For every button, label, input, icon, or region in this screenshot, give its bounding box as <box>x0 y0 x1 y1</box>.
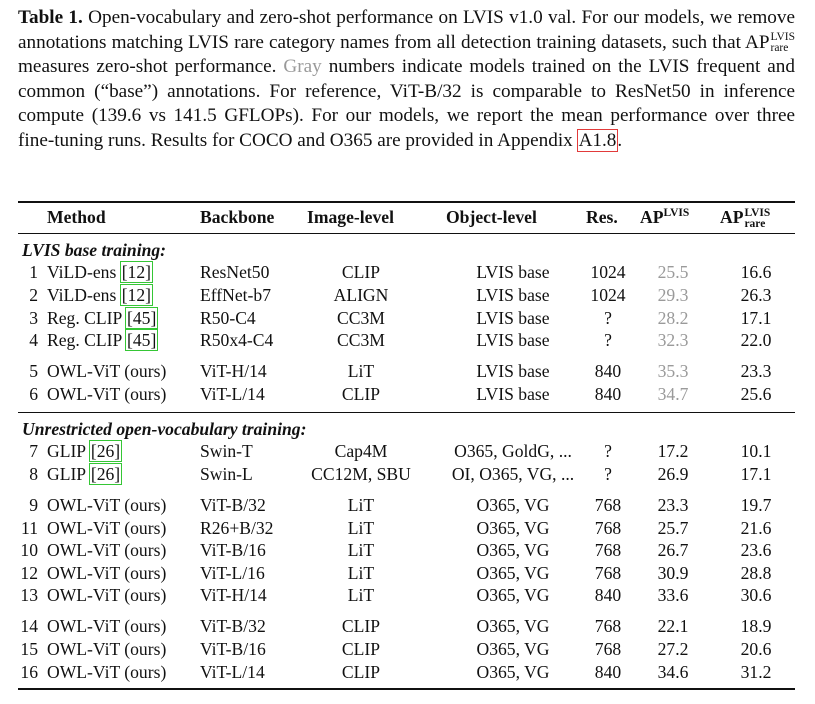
cell-method: GLIP [26] <box>47 441 121 462</box>
cell-backbone: R26+B/32 <box>200 517 274 538</box>
cell-object: LVIS base <box>476 285 550 305</box>
cell-res: ? <box>604 464 612 484</box>
cell-method: OWL-ViT (ours) <box>47 661 167 682</box>
cell-res: 1024 <box>590 285 626 305</box>
cell-res: 768 <box>594 562 622 583</box>
cell-num: 9 <box>29 495 38 515</box>
cell-object: LVIS base <box>476 262 550 283</box>
cell-res: 1024 <box>590 262 626 283</box>
table-section-rule <box>18 412 795 413</box>
cell-method: GLIP [26] <box>47 464 121 484</box>
cell-ap: 27.2 <box>657 639 689 659</box>
cell-backbone: R50-C4 <box>200 307 256 328</box>
cell-image: CC3M <box>337 307 385 328</box>
cell-object: LVIS base <box>476 361 550 382</box>
cell-object: OI, O365, VG, ... <box>451 464 575 484</box>
table-top-rule <box>18 201 795 203</box>
caption-text-1: Open-vocabulary and zero-shot performance on LVIS v1.0 val. For our models, we remove annotations matching LVIS rare category names from all detection training datasets, such that AP <box>18 7 795 53</box>
cell-object: O365, VG <box>476 639 550 659</box>
header-ap-lvis: $AP^{LVIS}$ <box>640 207 690 227</box>
cell-object: O365, VG <box>476 585 550 606</box>
section-title: Unrestricted open-vocabulary training: <box>22 419 307 439</box>
cell-method: OWL-ViT (ours) <box>47 383 167 404</box>
cell-aprare: 23.3 <box>740 361 772 382</box>
cell-method: ViLD-ens [12] <box>47 285 152 305</box>
cell-image: CLIP <box>341 661 381 682</box>
citation-link[interactable]: [12] <box>121 285 152 305</box>
cell-ap: 35.3 <box>657 361 689 382</box>
cell-image: CC3M <box>337 330 385 351</box>
section-title: LVIS base training: <box>22 240 167 260</box>
cell-object: O365, VG <box>476 562 550 583</box>
cell-image: LiT <box>347 361 375 382</box>
cell-method: Reg. CLIP [45] <box>47 330 157 351</box>
cell-aprare: 28.8 <box>740 562 772 583</box>
cell-method: OWL-ViT (ours) <box>47 616 167 637</box>
cell-object: LVIS base <box>476 307 550 328</box>
cell-num: 12 <box>20 562 38 583</box>
cell-method: OWL-ViT (ours) <box>47 562 167 583</box>
cell-res: ? <box>604 307 612 328</box>
cell-aprare: 31.2 <box>740 661 772 682</box>
cell-ap: 29.3 <box>657 285 689 305</box>
cell-ap: 30.9 <box>657 562 689 583</box>
cell-aprare: 25.6 <box>740 383 772 404</box>
cell-method: OWL-ViT (ours) <box>47 517 167 538</box>
cell-backbone: ViT-H/14 <box>200 361 267 382</box>
header-image-level: Image-level <box>307 207 394 227</box>
cell-object: O365, VG <box>476 495 550 515</box>
cell-image: CLIP <box>341 262 381 283</box>
cell-image: CLIP <box>341 616 381 637</box>
citation-link[interactable]: [45] <box>127 307 157 328</box>
cell-object: O365, VG <box>476 517 550 538</box>
cell-num: 1 <box>29 262 38 283</box>
cell-aprare: 21.6 <box>740 517 772 538</box>
caption-label: Table 1. <box>18 7 83 28</box>
cell-num: 11 <box>21 517 38 538</box>
cell-num: 14 <box>20 616 38 637</box>
cell-res: 768 <box>594 616 622 637</box>
cell-num: 2 <box>29 285 38 305</box>
appendix-link[interactable]: A1.8 <box>578 129 617 151</box>
cell-num: 5 <box>29 361 38 382</box>
cell-method: OWL-ViT (ours) <box>47 540 167 561</box>
cell-method: OWL-ViT (ours) <box>47 639 167 659</box>
cell-res: ? <box>604 441 612 462</box>
table-caption <box>18 6 795 154</box>
cell-object: LVIS base <box>476 330 550 351</box>
cell-image: ALIGN <box>333 285 389 305</box>
cell-aprare: 26.3 <box>740 285 772 305</box>
cell-backbone: ViT-B/32 <box>200 616 266 637</box>
cell-num: 6 <box>29 383 38 404</box>
cell-image: CLIP <box>341 639 381 659</box>
cell-image: CC12M, SBU <box>311 464 411 484</box>
cell-aprare: 22.0 <box>740 330 772 351</box>
cell-ap: 34.7 <box>657 383 689 404</box>
cell-ap: 22.1 <box>657 616 689 637</box>
cell-aprare: 16.6 <box>740 262 772 283</box>
cell-res: 840 <box>594 585 622 606</box>
caption-end: . <box>617 129 623 151</box>
header-ap-rare: AP LVIS rare <box>720 206 771 230</box>
citation-link[interactable]: [26] <box>90 441 121 462</box>
cell-num: 7 <box>29 441 38 462</box>
cell-num: 13 <box>20 585 38 606</box>
ap-subscript: rare <box>770 42 789 55</box>
table-header-rule <box>18 233 795 234</box>
cell-image: LiT <box>347 495 375 515</box>
cell-backbone: ViT-L/14 <box>200 661 265 682</box>
header-method: Method <box>47 207 106 227</box>
cell-res: 840 <box>594 361 622 382</box>
cell-res: 768 <box>594 517 622 538</box>
cell-ap: 26.9 <box>657 464 689 484</box>
cell-backbone: EffNet-b7 <box>200 285 272 305</box>
cell-res: 840 <box>594 661 622 682</box>
cell-object: O365, VG <box>476 616 550 637</box>
cell-aprare: 19.7 <box>740 495 772 515</box>
cell-res: 768 <box>594 495 622 515</box>
cell-num: 3 <box>29 307 38 328</box>
cell-image: LiT <box>347 585 375 606</box>
cell-num: 4 <box>29 330 38 351</box>
cell-aprare: 17.1 <box>740 464 772 484</box>
cell-res: ? <box>604 330 612 351</box>
citation-link[interactable]: [12] <box>121 262 152 283</box>
cell-backbone: ViT-L/16 <box>200 562 265 583</box>
cell-image: LiT <box>347 562 375 583</box>
cell-aprare: 23.6 <box>740 540 772 561</box>
cell-backbone: ResNet50 <box>200 262 270 283</box>
cell-aprare: 18.9 <box>740 616 772 637</box>
cell-object: LVIS base <box>476 383 550 404</box>
cell-method: Reg. CLIP [45] <box>47 307 157 328</box>
ap-superscript: LVIS <box>770 31 795 44</box>
cell-aprare: 10.1 <box>740 441 772 462</box>
cell-res: 768 <box>594 639 622 659</box>
cell-backbone: ViT-L/14 <box>200 383 265 404</box>
cell-object: O365, VG <box>476 661 550 682</box>
cell-res: 840 <box>594 383 622 404</box>
header-object-level: Object-level <box>446 207 537 227</box>
cell-image: Cap4M <box>334 441 388 462</box>
cell-ap: 25.7 <box>657 517 689 538</box>
cell-ap: 26.7 <box>657 540 689 561</box>
cell-backbone: Swin-L <box>200 464 253 484</box>
header-res: Res. <box>586 207 618 227</box>
cell-ap: 33.6 <box>657 585 689 606</box>
cell-object: O365, GoldG, ... <box>454 441 572 462</box>
citation-link[interactable]: [26] <box>90 464 121 484</box>
cell-backbone: Swin-T <box>200 441 253 462</box>
cell-backbone: ViT-H/14 <box>200 585 267 606</box>
table-header <box>18 205 795 231</box>
cell-num: 16 <box>20 661 38 682</box>
cell-ap: 25.5 <box>657 262 689 283</box>
cell-image: CLIP <box>341 383 381 404</box>
cell-aprare: 30.6 <box>740 585 772 606</box>
citation-link[interactable]: [45] <box>127 330 157 351</box>
cell-image: LiT <box>347 517 375 538</box>
cell-method: ViLD-ens [12] <box>47 262 152 283</box>
cell-backbone: ViT-B/16 <box>200 639 266 659</box>
cell-ap: 32.3 <box>657 330 689 351</box>
header-backbone: Backbone <box>200 207 275 227</box>
caption-text-3: numbers indicate models trained on the LVIS frequent and common (“base”) annotations. For reference, ViT-B/32 is comparable to ResNet50 in inference compute (139.6 vs 141.5 GFLOPs). For our models, we report the mean performance over three fine-tuning runs. Results for COCO and O365 are provided in Appendix <box>18 56 795 151</box>
caption-gray-word: Gray <box>283 56 322 78</box>
cell-ap: 34.6 <box>657 661 689 682</box>
cell-method: OWL-ViT (ours) <box>47 495 167 515</box>
cell-ap: 28.2 <box>657 307 689 328</box>
cell-res: 768 <box>594 540 622 561</box>
table-bottom-rule <box>18 688 795 690</box>
cell-num: 8 <box>29 464 38 484</box>
cell-method: OWL-ViT (ours) <box>47 585 167 606</box>
cell-aprare: 20.6 <box>740 639 772 659</box>
cell-backbone: ViT-B/16 <box>200 540 266 561</box>
caption-text-2: measures zero-shot performance. <box>18 56 284 78</box>
cell-image: LiT <box>347 540 375 561</box>
cell-backbone: ViT-B/32 <box>200 495 266 515</box>
cell-aprare: 17.1 <box>740 307 772 328</box>
cell-method: OWL-ViT (ours) <box>47 361 167 382</box>
cell-object: O365, VG <box>476 540 550 561</box>
cell-backbone: R50x4-C4 <box>200 330 274 351</box>
ap-rare-notation <box>771 32 796 54</box>
cell-ap: 17.2 <box>657 441 689 462</box>
cell-num: 10 <box>20 540 38 561</box>
cell-ap: 23.3 <box>657 495 689 515</box>
cell-num: 15 <box>20 639 38 659</box>
